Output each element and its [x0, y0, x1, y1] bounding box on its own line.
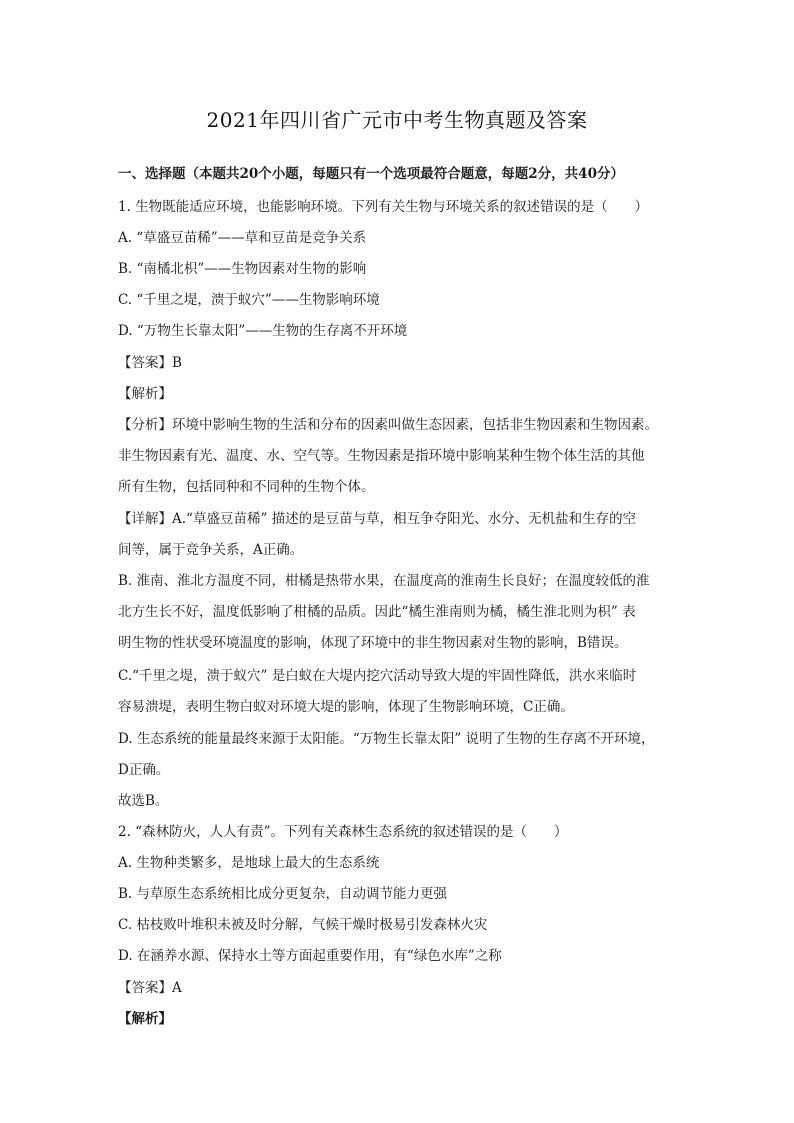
page-title: 2021年四川省广元市中考生物真题及答案 — [206, 108, 588, 132]
question-2-option-d: D. 在涵养水源、保持水土等方面起重要作用，有“绿色水库”之称 — [118, 948, 502, 964]
question-1-conclusion: 故选B。 — [118, 793, 169, 809]
question-1-fenxi-line-1: 【分析】环境中影响生物的生活和分布的因素叫做生态因素，包括非生物因素和生物因素。 — [118, 417, 658, 433]
question-1-option-b: B. “南橘北枳”——生物因素对生物的影响 — [118, 261, 367, 277]
question-1-detail-c-line-2: 容易溃堤，表明生物白蚁对环境大堤的影响，体现了生物影响环境，C正确。 — [118, 699, 574, 715]
question-2-option-c: C. 枯枝败叶堆积未被及时分解，气候干燥时极易引发森林火灾 — [118, 917, 488, 933]
question-1-detail-a-line-2: 间等，属于竞争关系，A正确。 — [118, 542, 304, 558]
question-2-answer: 【答案】A — [118, 980, 182, 996]
question-1-detail-a-line-1: 【详解】A.“草盛豆苗稀” 描述的是豆苗与草，相互争夺阳光、水分、无机盐和生存的空 — [118, 511, 637, 527]
question-1-detail-d-line-1: D. 生态系统的能量最终来源于太阳能。“万物生长靠太阳” 说明了生物的生存离不开环境， — [118, 731, 655, 747]
question-1-detail-d-line-2: D正确。 — [118, 762, 170, 778]
question-2-analysis-label: 【解析】 — [118, 1011, 172, 1027]
question-1-option-a: A. “草盛豆苗稀”——草和豆苗是竞争关系 — [118, 230, 367, 246]
question-1-detail-b-line-2: 北方生长不好，温度低影响了柑橘的品质。因此“橘生淮南则为橘，橘生淮北则为枳” 表 — [118, 604, 636, 620]
question-1-detail-b-line-3: 明生物的性状受环境温度的影响，体现了环境中的非生物因素对生物的影响，B错误。 — [118, 635, 628, 651]
question-2-stem: 2. “森林防火，人人有责”。下列有关森林生态系统的叙述错误的是（ ） — [118, 824, 568, 840]
question-2-option-b: B. 与草原生态系统相比成分更复杂，自动调节能力更强 — [118, 886, 448, 902]
question-1-answer: 【答案】B — [118, 355, 182, 371]
question-1-analysis-label: 【解析】 — [118, 386, 172, 402]
question-2-option-a: A. 生物种类繁多，是地球上最大的生态系统 — [118, 855, 380, 871]
section-header: 一、选择题（本题共20个小题，每题只有一个选项最符合题意，每题2分，共40分） — [118, 166, 624, 182]
question-1-detail-b-line-1: B. 淮南、淮北方温度不同，柑橘是热带水果，在温度高的淮南生长良好；在温度较低的淮 — [118, 573, 650, 589]
question-1-fenxi-line-2: 非生物因素有光、温度、水、空气等。生物因素是指环境中影响某种生物个体生活的其他 — [118, 448, 645, 464]
question-1-fenxi-line-3: 所有生物，包括同种和不同种的生物个体。 — [118, 479, 375, 495]
question-1-stem: 1. 生物既能适应环境，也能影响环境。下列有关生物与环境关系的叙述错误的是（ ） — [118, 199, 649, 215]
question-1-detail-c-line-1: C.“千里之堤，溃于蚁穴” 是白蚁在大堤内挖穴活动导致大堤的牢固性降低，洪水来临时 — [118, 668, 637, 684]
question-1-option-c: C. “千里之堤，溃于蚁穴”——生物影响环境 — [118, 292, 380, 308]
question-1-option-d: D. “万物生长靠太阳”——生物的生存离不开环境 — [118, 323, 408, 339]
